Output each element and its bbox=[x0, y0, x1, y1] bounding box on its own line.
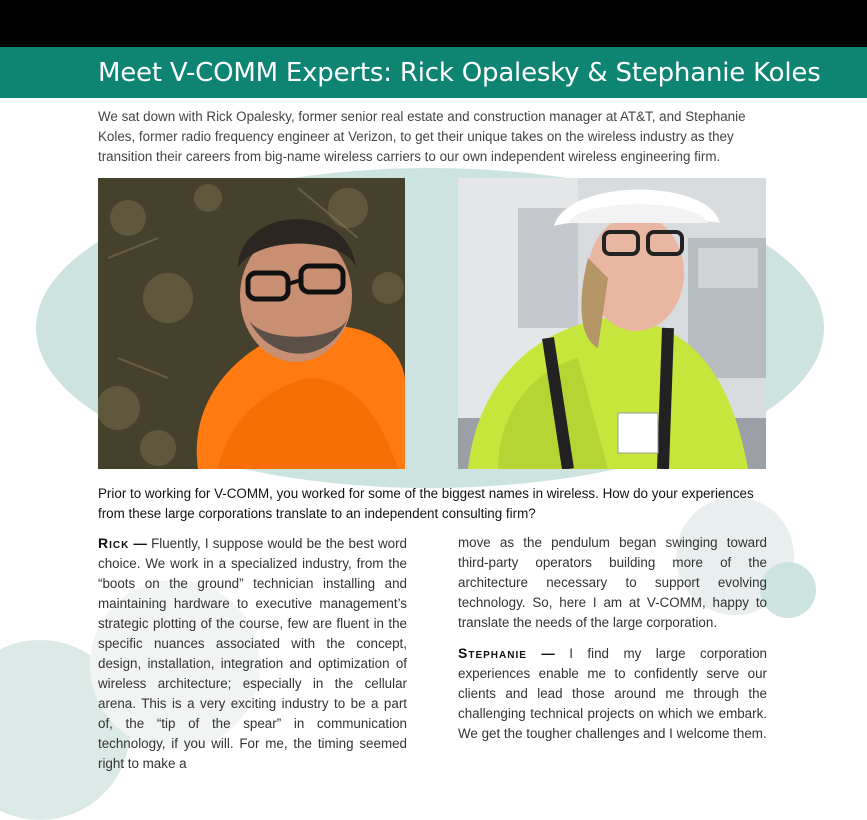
intro-paragraph: We sat down with Rick Opalesky, former senior real estate and construction manager at AT&T, and Stephanie Koles, former radio frequency engineer at Verizon, to get their unique takes on the wireless industry as they transition their careers from big-name wireless carriers to our own independent wireless engineering firm. bbox=[98, 109, 746, 164]
rick-answer-continued: move as the pendulum began swinging toward third-party operators building more of the architecture necessary to support evolving technology. So, here I am at V-COMM, happy to translate the needs of the large corporation. bbox=[458, 535, 767, 630]
background-circle-small bbox=[760, 562, 816, 618]
rick-dash: — bbox=[133, 536, 147, 551]
rick-answer-text: Fluently, I suppose would be the best word choice. We work in a specialized industry, from the “boots on the ground” technician installing and maintaining hardware to executive management’s strategic plotting of the course, few are fluent in the specific nuances associated with the concept, design, installation, integration and optimization of wireless architecture; especially in the cellular arena. This is a very exciting industry to be a part of, the “tip of the spear” in communication technology, if you will. For me, the timing seemed right to make a bbox=[98, 536, 407, 771]
title-banner bbox=[0, 47, 867, 98]
stephanie-dash: — bbox=[541, 646, 555, 661]
interview-question: Prior to working for V-COMM, you worked for some of the biggest names in wireless. How do your experiences from these large corporations translate to an independent consulting firm? bbox=[98, 486, 754, 521]
page-title: Meet V-COMM Experts: Rick Opalesky & Stephanie Koles bbox=[98, 58, 821, 88]
stephanie-name-label: Stephanie bbox=[458, 645, 527, 661]
rick-answer-column bbox=[98, 533, 407, 774]
stephanie-answer-text: I find my large corporation experiences enable me to confidently serve our clients and lead those around me through the challenging technical projects on which we embark. We get the tougher challenges and I welcome them. bbox=[458, 646, 767, 741]
stephanie-answer-column bbox=[458, 643, 767, 744]
stephanie-photo bbox=[458, 178, 766, 469]
rick-name-label: Rick bbox=[98, 535, 130, 551]
rick-photo bbox=[98, 178, 405, 469]
top-black-bar bbox=[0, 0, 867, 47]
